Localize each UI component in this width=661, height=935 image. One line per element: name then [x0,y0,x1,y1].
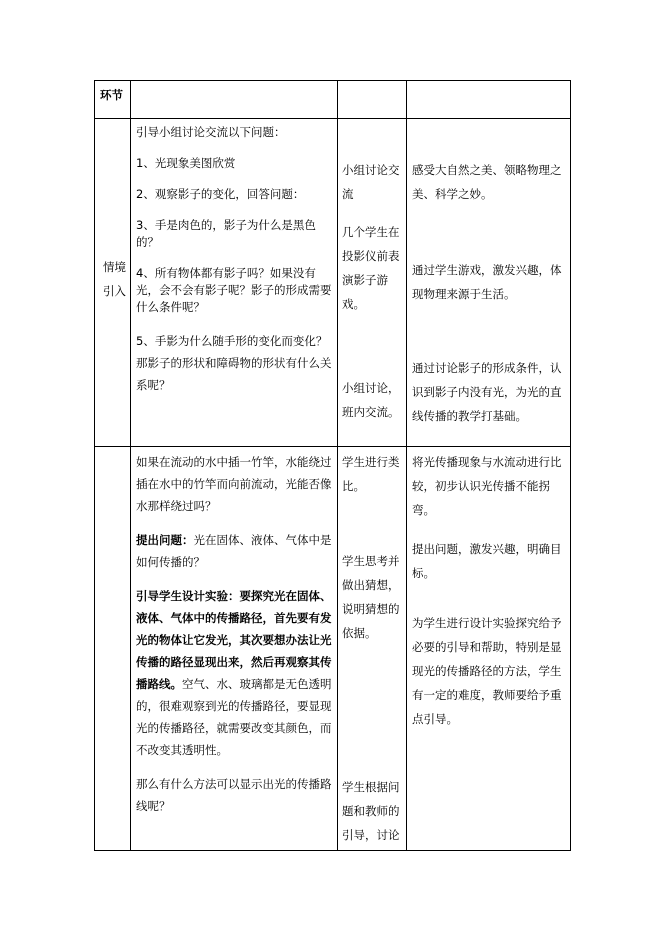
row1-stage-line1: 情境 [103,260,126,274]
row1-stage [103,255,127,303]
row2-intent-b: 提出问题，激发兴趣，明确目标。 [412,542,562,580]
table-border-top [94,80,571,81]
table-col-divider-1 [130,80,131,851]
row1-teacher-intro: 引导小组讨论交流以下问题： [136,125,286,139]
row1-teacher [136,124,334,396]
row2-student-a: 学生进行类比。 [342,455,400,493]
row2-teacher-p3-bold: 引导学生设计实验：要探究光在固体、液体、气体中的传播路径，首先要有发光的物体让它发光，其次要想办法让光传播的路径显现出来，然后再观察其传播路线。 [136,589,332,691]
row2-teacher-p2-rest: 光在固体、液体、气体中是如何传播的？ [136,533,332,569]
row2-teacher-p2-bold: 提出问题： [136,533,194,547]
table-divider-row [94,446,571,447]
table-col-divider-2 [337,80,338,851]
row1-stage-line2: 引入 [103,284,126,298]
table-border-left [94,80,95,851]
row1-teacher-q2: 2、观察影子的变化，回答问题： [136,187,305,201]
row2-teacher-p3-rest: 空气、水、玻璃都是无色透明的，很难观察到光的传播路径，要显现光的传播路径，就需要改变其颜色，而不改变其透明性。 [136,677,332,757]
row2-teacher-p2 [136,529,334,573]
row2-intent-c: 为学生进行设计实验探究给予必要的引导和帮助，特别是显现光的传播路径的方法，学生有一定的难度，教师要给予重点引导。 [412,616,562,726]
lesson-table [94,80,571,851]
header-stage: 环节 [100,88,123,102]
table-divider-header [94,118,571,119]
row1-teacher-q4: 4、所有物体都有影子吗？如果没有光，会不会有影子呢？影子的形成需要什么条件呢？ [136,266,332,314]
row1-student-a: 小组讨论交流 [342,163,400,201]
row2-teacher [136,451,334,817]
row2-student-b: 学生思考并做出猜想，说明猜想的依据。 [342,554,400,640]
row1-teacher-q1: 1、光现象美图欣赏 [136,156,236,170]
row1-intent-c: 通过讨论影子的形成条件，认识到影子内没有光，为光的直线传播的教学打基础。 [412,361,562,423]
table-col-divider-3 [406,80,407,851]
row1-teacher-q5: 5、手影为什么随手形的变化而变化？那影子的形状和障碍物的形状有什么关系呢？ [136,334,332,392]
row2-teacher-p1: 如果在流动的水中插一竹竿，水能绕过插在水中的竹竿而向前流动，光能否像水那样绕过吗？ [136,455,332,513]
table-border-right [570,80,571,851]
row2-teacher-p3 [136,585,334,761]
row2-intent-a: 将光传播现象与水流动进行比较，初步认识光传播不能拐弯。 [412,455,562,517]
row2-student-c: 学生根据问题和教师的引导，讨论 [342,780,400,842]
row1-student-b: 几个学生在投影仪前表演影子游戏。 [342,225,400,311]
row1-teacher-q3: 3、手是肉色的，影子为什么是黑色的？ [136,218,316,249]
table-border-bottom [94,850,571,851]
row1-intent-b: 通过学生游戏，激发兴趣，体现物理来源于生活。 [412,263,562,301]
row2-teacher-p4: 那么有什么方法可以显示出光的传播路线呢？ [136,777,332,813]
row1-intent-a: 感受大自然之美、领略物理之美、科学之妙。 [412,163,562,201]
row1-student-c: 小组讨论，班内交流。 [342,381,400,419]
